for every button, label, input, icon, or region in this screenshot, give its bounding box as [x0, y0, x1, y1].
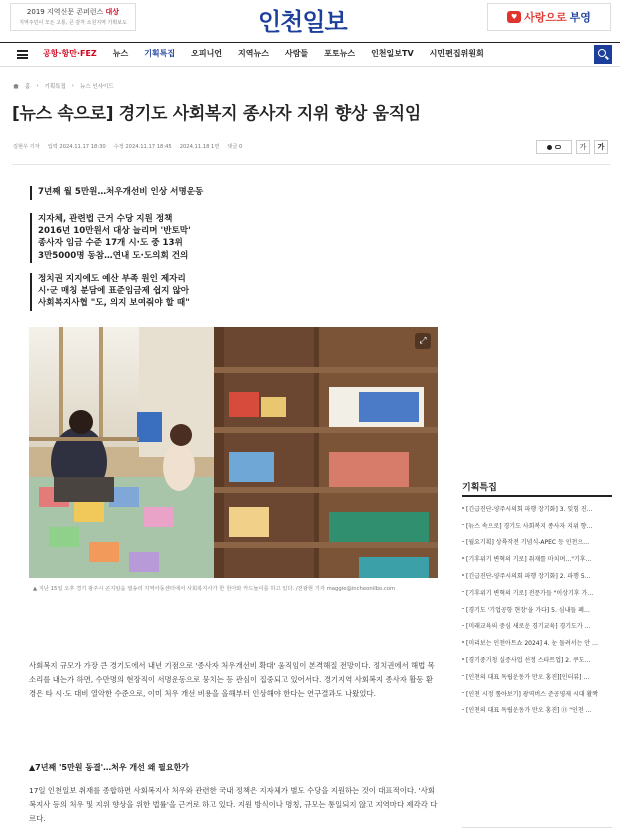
- sidebar-article-link[interactable]: [인천의 대표 독립운동가 만오 홍진] ⑪ "인천 …: [462, 702, 612, 719]
- nav-item-local[interactable]: 지역뉴스: [238, 49, 269, 58]
- article-author: 김현우 기자: [13, 144, 40, 150]
- subhead-line: 2016년 10만원서 대상 늘리며 '반토막': [38, 226, 191, 237]
- sidebar-article-link[interactable]: [미리보는 인천아트쇼 2024] 4. 눈 돌려서는 안 …: [462, 634, 612, 651]
- nav-item-people[interactable]: 사람들: [284, 49, 309, 58]
- nav-items: [43, 48, 500, 59]
- sidebar-article-link[interactable]: [뉴스 속으로] 경기도 사회복지 종사자 지위 향…: [462, 517, 612, 534]
- site-logo[interactable]: 인천일보: [258, 8, 347, 36]
- sidebar-article-link[interactable]: [인천 시정 톺아보기] 광역버스 준공영제 시대 활짝: [462, 685, 612, 702]
- font-increase-button[interactable]: 가: [594, 140, 608, 154]
- article-subhead-3: [30, 273, 430, 311]
- font-decrease-button[interactable]: 가: [576, 140, 590, 154]
- article-modified-date: 수정 2024.11.17 18:45: [113, 144, 172, 150]
- sidebar-article-list: [462, 500, 612, 718]
- award-banner-line1: 2019 지역신문 콘퍼런스 대상: [26, 8, 120, 16]
- subhead-line: 정치권 지지에도 예산 부족 원인 제자리: [38, 274, 186, 284]
- article-subhead-1: [30, 186, 430, 200]
- home-icon[interactable]: [13, 84, 19, 89]
- sidebar-divider: [462, 495, 612, 497]
- booyoung-banner-text2: 부영: [569, 11, 591, 24]
- award-banner-line2: 지역주민이 모든 고통, 큰 감각 소원지역 기획보도: [19, 20, 127, 26]
- sidebar-article-link[interactable]: [경기중기청 실증사업 선정 스타트업] 2. 쿠도…: [462, 651, 612, 668]
- link-icon: [555, 145, 561, 149]
- subhead-line: 지자체, 관련법 근거 수당 지원 정책: [38, 214, 173, 224]
- photo-caption: ▲ 지난 15일 오후 경기 광주시 곤지암읍 열송리 지역아동센터에서 사회복지사가 한 원아와 카드놀이를 하고 있다. /전광현 기자 maggie@incheonilbo.com: [33, 586, 396, 592]
- sidebar-article-link[interactable]: [긴급진단-양주시의회 파행 장기화] 2. 파행 5…: [462, 567, 612, 584]
- booyoung-banner-text1: 사랑으로: [524, 11, 567, 24]
- main-navigation: [0, 42, 620, 67]
- sidebar-bottom-divider: [462, 827, 612, 834]
- article-subhead-2: [30, 213, 430, 263]
- share-button[interactable]: [536, 140, 572, 154]
- subhead-line: 7년째 월 5만원…처우개선비 인상 서명운동: [38, 187, 204, 197]
- expand-icon[interactable]: ⤢: [415, 333, 431, 349]
- article-meta: [13, 143, 242, 150]
- award-banner-ad[interactable]: [10, 3, 136, 31]
- sidebar-article-link[interactable]: [경기도 '기업공항 현장'을 가다] 5. 심내들 폐…: [462, 601, 612, 618]
- nav-item-airport[interactable]: 공항·항만·FEZ: [43, 49, 97, 58]
- sidebar-title: 기획특집: [462, 483, 497, 493]
- nav-item-special[interactable]: 기획특집: [144, 49, 176, 58]
- article-photo-illustration: [29, 327, 438, 578]
- article-comments-count[interactable]: 댓글 0: [227, 144, 243, 150]
- hamburger-menu-icon[interactable]: [17, 50, 28, 59]
- nav-item-tv[interactable]: 인천일보TV: [371, 49, 414, 58]
- nav-item-photo[interactable]: 포토뉴스: [324, 49, 356, 58]
- article-paragraph-1: 사회복지 규모가 가장 큰 경기도에서 내년 기점으로 '종사자 처우개선비 확대' 움직임이 본격해질 전망이다. 정치권에서 해법 목소리를 내는가 하면, 수만명의 현장직이 서명운동으로 뭉치는 등 관심이 집중되고 있어서다. 경기지역 사회복지 종사자 활동 환경은 타 시·도 대비 열악한 수준으로, 이미 처우 개선 비용을 올해부터 인상해야 한다는 연구결과도 나왔었다.: [29, 661, 435, 699]
- article-tools: [536, 140, 608, 154]
- article-photo[interactable]: [29, 327, 438, 578]
- breadcrumb-level1[interactable]: 기획특집: [44, 84, 66, 90]
- breadcrumb-level2[interactable]: 뉴스 인사이드: [80, 84, 114, 90]
- breadcrumb-separator-icon: ›: [36, 83, 39, 89]
- search-button[interactable]: [594, 45, 612, 64]
- breadcrumb: [13, 82, 114, 90]
- article-headline: [뉴스 속으로] 경기도 사회복지 종사자 지위 향상 움직임: [12, 104, 421, 124]
- search-icon-handle: [605, 56, 609, 60]
- nav-item-news[interactable]: 뉴스: [112, 49, 129, 58]
- heart-icon: ♥: [507, 11, 521, 23]
- booyoung-banner-ad[interactable]: [487, 3, 611, 31]
- sidebar-article-link[interactable]: [기후위기 변혁의 기로] 취재를 마치며…"기후…: [462, 550, 612, 567]
- article-print-date: 2024.11.18 1면: [179, 144, 220, 150]
- article-published-date: 입력 2024.11.17 18:30: [47, 144, 106, 150]
- subhead-line: 3만5000명 동참…연내 도·도의회 건의: [38, 250, 189, 261]
- sidebar-article-link[interactable]: [월요기획] 상륙작전 기념식-APEC 등 인천으…: [462, 534, 612, 551]
- breadcrumb-home[interactable]: 홈: [25, 84, 31, 90]
- subhead-line: 시·군 매칭 분담에 표준임금제 쉽지 않아: [38, 286, 190, 297]
- sidebar-article-link[interactable]: [인천의 대표 독립운동가 만오 홍진][인터뷰] …: [462, 668, 612, 685]
- nav-item-opinion[interactable]: 오피니언: [191, 49, 223, 58]
- header-divider: [12, 164, 610, 165]
- nav-item-citizen-committee[interactable]: 시민편집위원회: [429, 49, 484, 58]
- subhead-line: 종사자 임금 수준 17개 시·도 중 13위: [38, 238, 183, 249]
- sidebar-article-link[interactable]: [미래교육의 중심 새로운 경기교육] 경기도가 …: [462, 618, 612, 635]
- article-section-heading: ▲7년째 '5만원 동결'…처우 개선 왜 필요한가: [29, 763, 190, 772]
- share-dot-icon: [547, 145, 552, 150]
- breadcrumb-separator-icon: ›: [71, 83, 74, 89]
- sidebar-article-link[interactable]: [긴급진단-양주시의회 파행 장기화] 3. 잊힘 진…: [462, 500, 612, 517]
- article-paragraph-2: 17일 인천일보 취재를 종합하면 사회복지사 처우와 관련한 국내 정책은 지자체가 별도 수당을 지원하는 것이 대표적이다. '사회복지사 등의 처우 및 지위 향상을 위한 법률'을 근거로 하고 있다. 지원 방식이나 명칭, 규모는 통일되지 않고 지역마다 제각각 다르다.: [29, 786, 438, 824]
- sidebar-article-link[interactable]: [기후위기 변혁의 기로] 전문가들 "이상기후 가…: [462, 584, 612, 601]
- subhead-line: 사회복지사협 "도, 의지 보여줘야 할 때": [38, 298, 190, 309]
- top-banner-area: [0, 0, 620, 36]
